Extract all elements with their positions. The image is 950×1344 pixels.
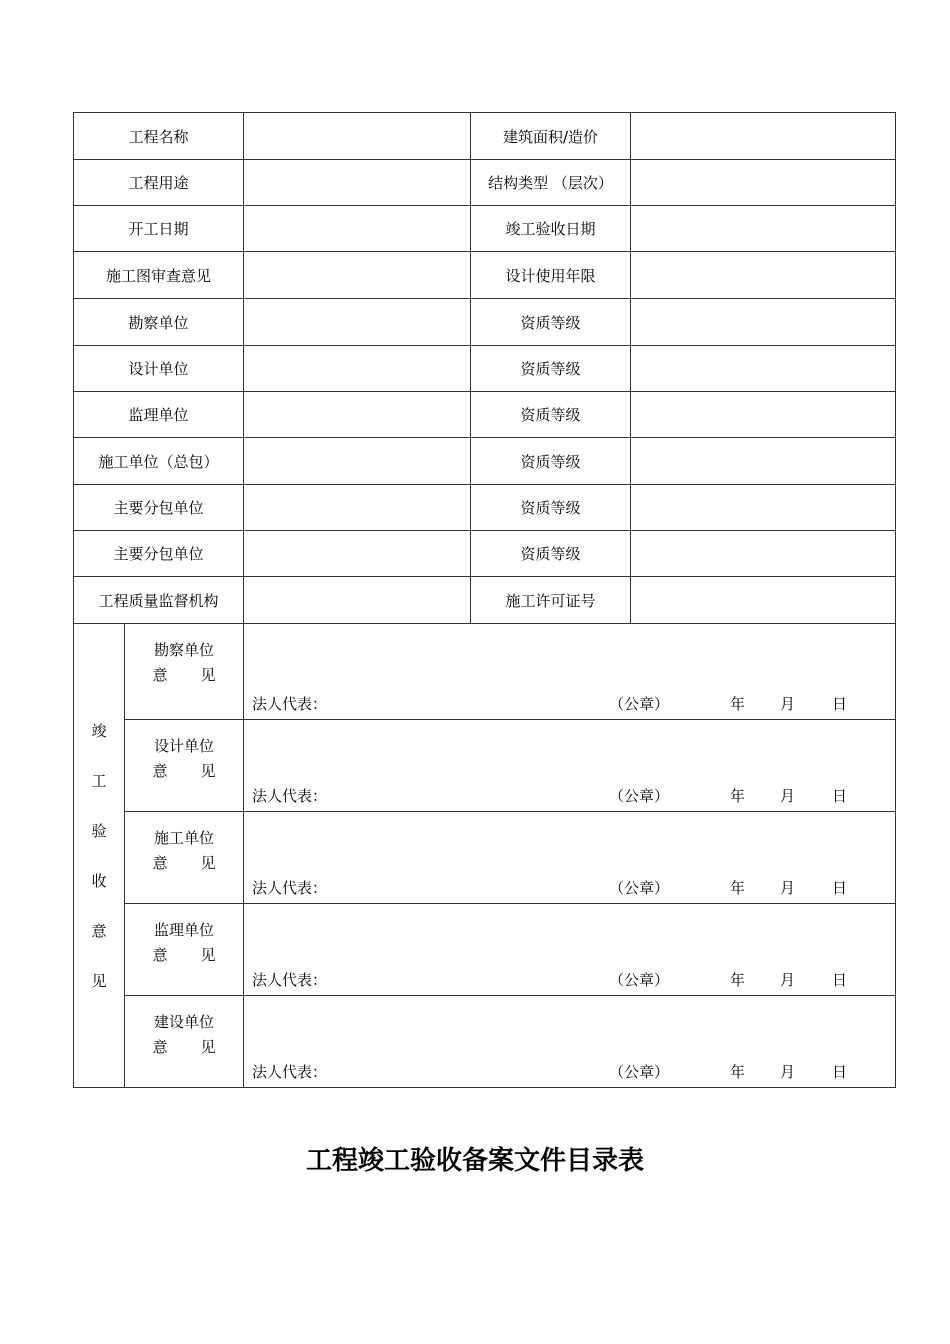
label-qualification-grade: 资质等级 [471,299,631,346]
label-drawing-review: 施工图审查意见 [74,252,244,299]
year-label: 年 [730,1063,746,1081]
label-design-life: 设计使用年限 [471,252,631,299]
seal-label: （公章） [609,787,670,805]
party-opinion-word: 意 见 [152,946,216,964]
seal-label: （公章） [609,695,670,713]
legal-rep-label: 法人代表： [252,1063,328,1081]
year-label: 年 [730,695,746,713]
label-acceptance-date: 竣工验收日期 [471,206,631,252]
month-label: 月 [780,787,796,805]
row-project-name [74,113,896,160]
label-survey-unit: 勘察单位 [74,299,244,346]
row-quality-supervision [74,577,896,624]
value-acceptance-date[interactable] [631,206,896,252]
label-area-cost: 建筑面积/造价 [471,113,631,160]
signature-line [252,1061,895,1081]
year-label: 年 [730,971,746,989]
label-subcontractor: 主要分包单位 [74,531,244,577]
opinion-field-survey[interactable] [244,624,896,720]
value-project-usage[interactable] [244,160,471,206]
opinion-field-owner[interactable] [244,996,896,1088]
row-supervision-unit [74,392,896,438]
side-char: 竣 [91,721,107,740]
label-supervision-unit: 监理单位 [74,392,244,438]
value-structure-type[interactable] [631,160,896,206]
opinion-field-construction[interactable] [244,812,896,904]
value-subcontractor-2[interactable] [244,531,471,577]
value-design-unit[interactable] [244,346,471,392]
party-label-construction [125,812,244,904]
value-design-qualification[interactable] [631,346,896,392]
party-unit-name: 勘察单位 [154,641,215,659]
seal-label: （公章） [609,1063,670,1081]
value-area-cost[interactable] [631,113,896,160]
row-drawing-review [74,252,896,299]
party-opinion-word: 意 见 [152,1038,216,1056]
signature-line [252,969,895,989]
document-title: 工程竣工验收备案文件目录表 [305,1146,644,1176]
value-subcontractor-1[interactable] [244,485,471,531]
month-label: 月 [780,695,796,713]
opinion-row-supervision [74,904,896,996]
side-char: 收 [91,871,107,890]
side-char: 验 [91,821,107,840]
party-opinion-word: 意 见 [152,762,216,780]
signature-line [252,693,895,713]
day-label: 日 [832,695,848,713]
opinion-row-design [74,720,896,812]
opinion-row-construction [74,812,896,904]
signature-line [252,785,895,805]
side-char: 意 [91,921,107,940]
year-label: 年 [730,787,746,805]
acceptance-opinion-side-label [74,624,125,1088]
signature-line [252,877,895,897]
value-design-life[interactable] [631,252,896,299]
value-construction-unit[interactable] [244,438,471,485]
label-start-date: 开工日期 [74,206,244,252]
month-label: 月 [780,879,796,897]
opinion-field-supervision[interactable] [244,904,896,996]
label-qualification-grade: 资质等级 [471,346,631,392]
label-qualification-grade: 资质等级 [471,392,631,438]
party-label-survey [125,624,244,720]
month-label: 月 [780,971,796,989]
value-survey-qualification[interactable] [631,299,896,346]
party-label-supervision [125,904,244,996]
row-survey-unit [74,299,896,346]
value-survey-unit[interactable] [244,299,471,346]
legal-rep-label: 法人代表： [252,879,328,897]
value-construction-permit[interactable] [631,577,896,624]
label-design-unit: 设计单位 [74,346,244,392]
party-unit-name: 建设单位 [154,1013,215,1031]
month-label: 月 [780,1063,796,1081]
acceptance-form-table [73,112,896,1088]
legal-rep-label: 法人代表： [252,787,328,805]
side-char: 工 [91,771,107,790]
label-project-usage: 工程用途 [74,160,244,206]
label-project-name: 工程名称 [74,113,244,160]
seal-label: （公章） [609,879,670,897]
row-start-date [74,206,896,252]
row-construction-unit [74,438,896,485]
value-subcontractor-2-qualification[interactable] [631,531,896,577]
label-qualification-grade: 资质等级 [471,485,631,531]
label-structure-type: 结构类型 （层次） [471,160,631,206]
party-label-owner [125,996,244,1088]
opinion-row-owner [74,996,896,1088]
value-supervision-unit[interactable] [244,392,471,438]
party-unit-name: 设计单位 [154,737,215,755]
value-construction-qualification[interactable] [631,438,896,485]
seal-label: （公章） [609,971,670,989]
year-label: 年 [730,879,746,897]
label-construction-permit: 施工许可证号 [471,577,631,624]
value-project-name[interactable] [244,113,471,160]
party-label-design [125,720,244,812]
label-qualification-grade: 资质等级 [471,531,631,577]
party-opinion-word: 意 见 [152,666,216,684]
day-label: 日 [832,787,848,805]
day-label: 日 [832,1063,848,1081]
value-start-date[interactable] [244,206,471,252]
row-design-unit [74,346,896,392]
value-drawing-review[interactable] [244,252,471,299]
value-supervision-qualification[interactable] [631,392,896,438]
party-opinion-word: 意 见 [152,854,216,872]
label-quality-supervision-agency: 工程质量监督机构 [74,577,244,624]
opinion-field-design[interactable] [244,720,896,812]
value-subcontractor-1-qualification[interactable] [631,485,896,531]
legal-rep-label: 法人代表： [252,695,328,713]
row-project-usage [74,160,896,206]
value-quality-supervision-agency[interactable] [244,577,471,624]
row-subcontractor-2 [74,531,896,577]
party-unit-name: 监理单位 [154,921,215,939]
side-char: 见 [91,971,107,990]
legal-rep-label: 法人代表： [252,971,328,989]
row-subcontractor-1 [74,485,896,531]
day-label: 日 [832,971,848,989]
party-unit-name: 施工单位 [154,829,215,847]
opinion-row-survey [74,624,896,720]
label-qualification-grade: 资质等级 [471,438,631,485]
label-subcontractor: 主要分包单位 [74,485,244,531]
label-construction-unit: 施工单位（总包） [74,438,244,485]
day-label: 日 [832,879,848,897]
